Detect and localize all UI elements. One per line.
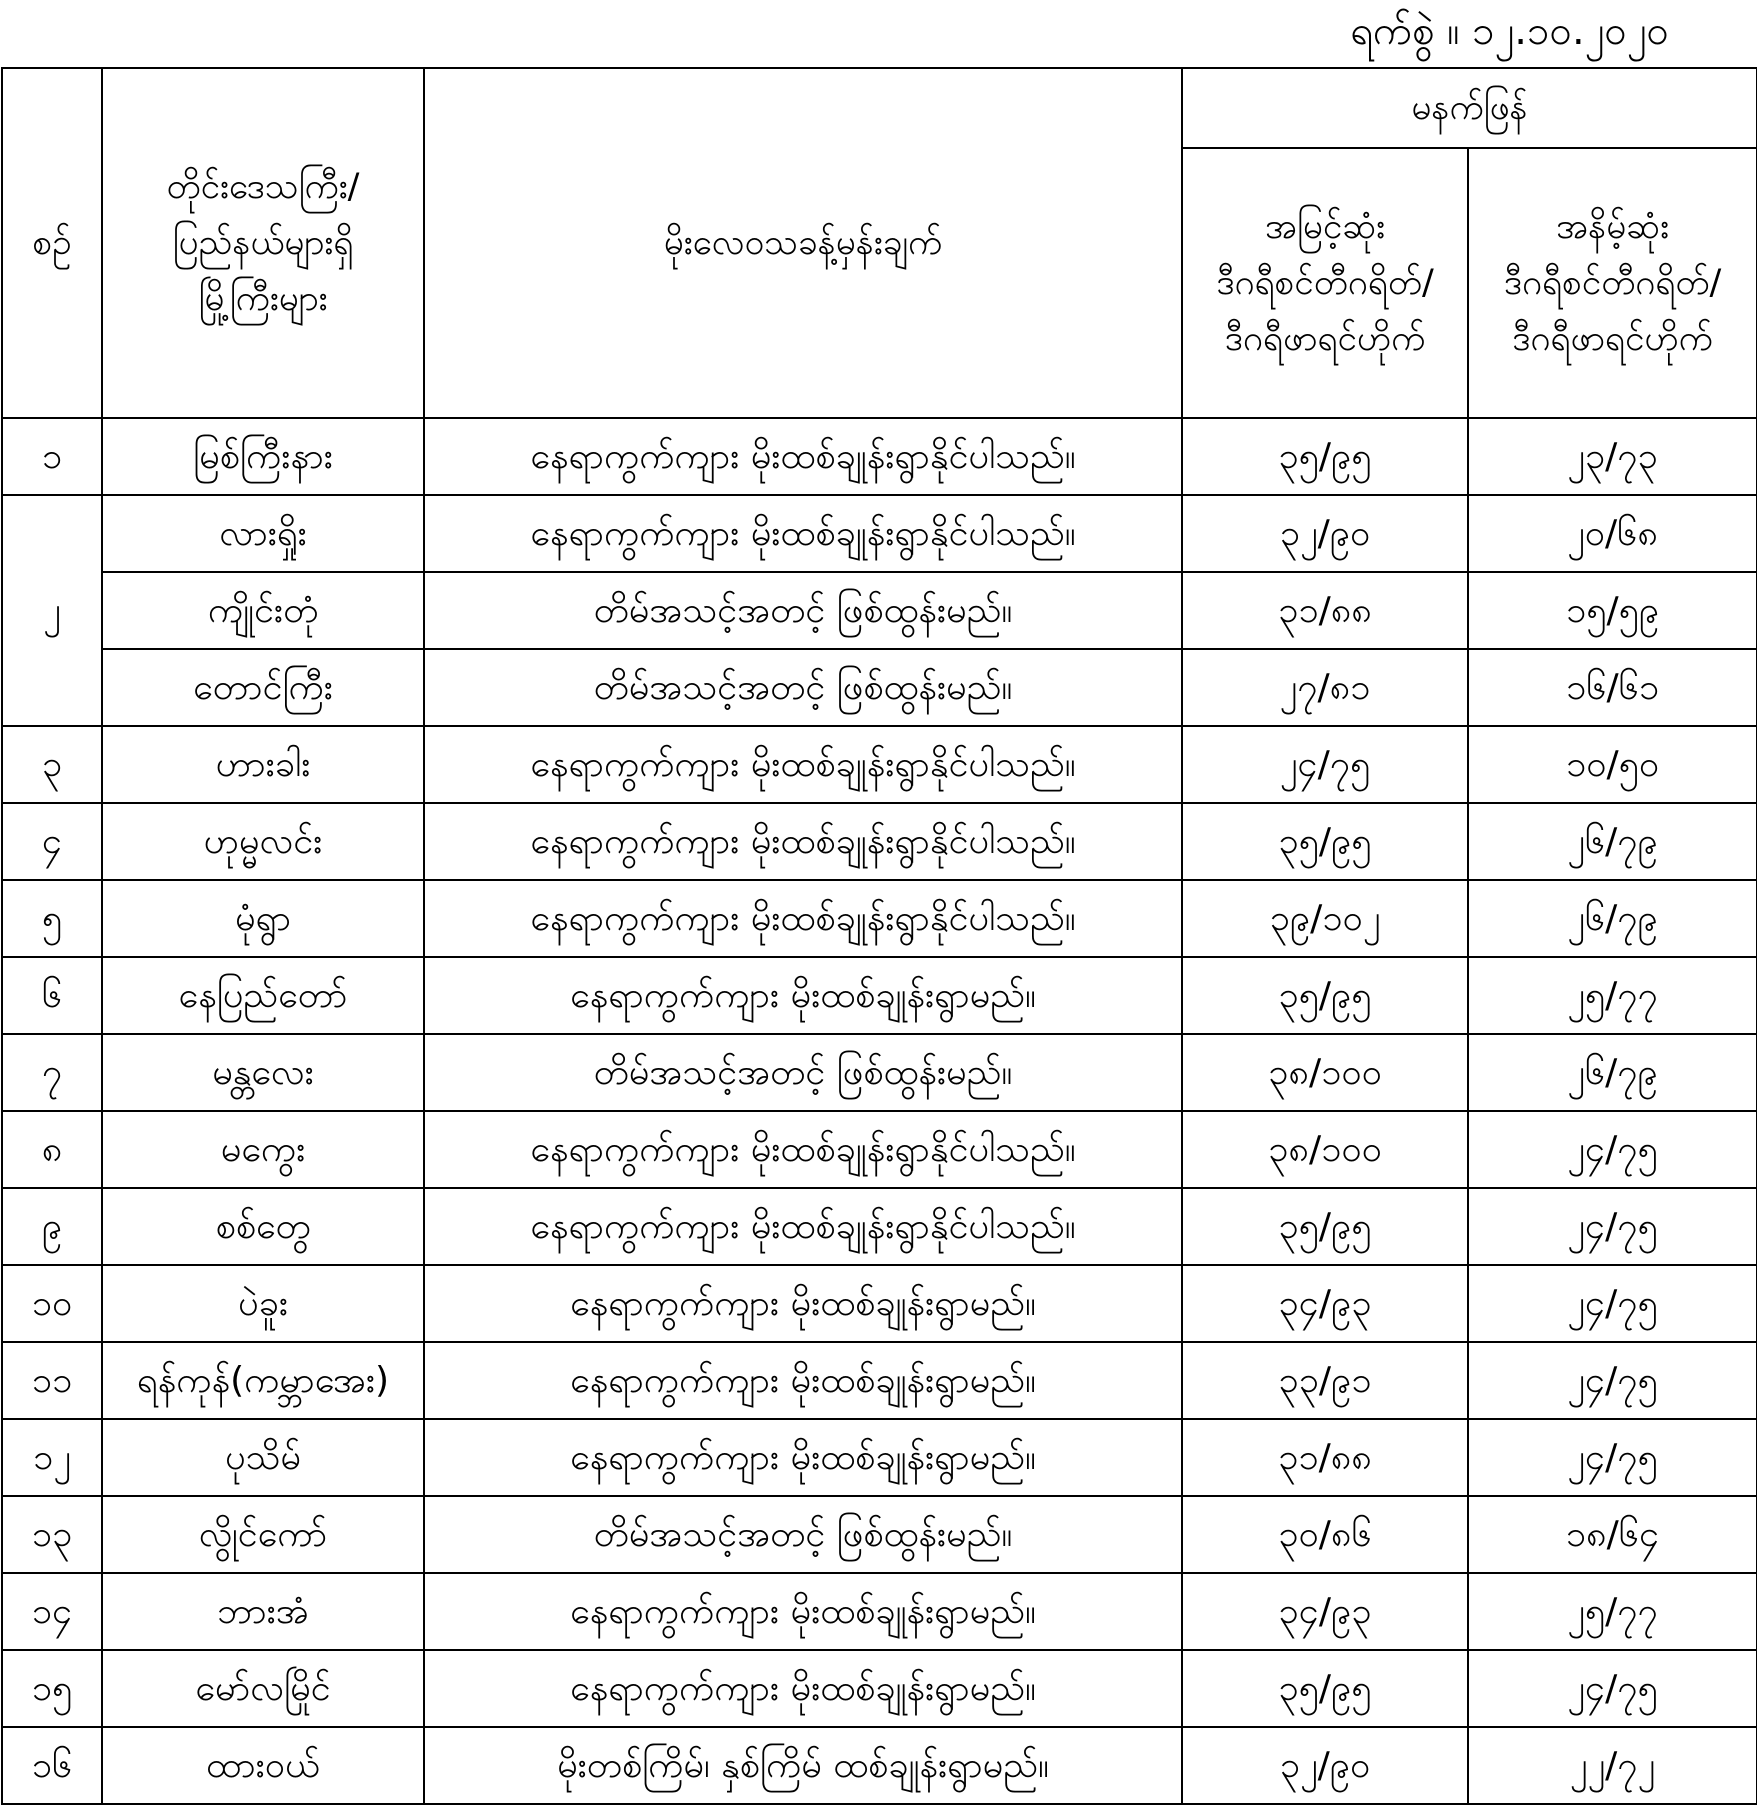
row-min-temp: ၂၄/၇၅ <box>1468 1650 1757 1727</box>
header-max-line: ဒီဂရီစင်တီဂရိတ်/ <box>1216 263 1434 303</box>
row-min-temp: ၁၈/၆၄ <box>1468 1496 1757 1573</box>
row-forecast: နေရာကွက်ကျား မိုးထစ်ချုန်းရွာမည်။ <box>424 1650 1182 1727</box>
table-row <box>2 1111 1757 1188</box>
row-serial: ၁၄ <box>2 1573 102 1650</box>
row-forecast: နေရာကွက်ကျား မိုးထစ်ချုန်းရွာနိုင်ပါသည်။ <box>424 1188 1182 1265</box>
header-min-line: ဒီဂရီဖာရင်ဟိုက် <box>1512 319 1713 359</box>
row-min-temp: ၂၀/၆၈ <box>1468 495 1757 572</box>
row-min-temp: ၁၀/၅၀ <box>1468 726 1757 803</box>
row-forecast: နေရာကွက်ကျား မိုးထစ်ချုန်းရွာနိုင်ပါသည်။ <box>424 418 1182 495</box>
header-serial: စဉ် <box>2 68 102 418</box>
row-forecast: နေရာကွက်ကျား မိုးထစ်ချုန်းရွာနိုင်ပါသည်။ <box>424 726 1182 803</box>
table-row <box>2 495 1757 572</box>
row-max-temp: ၃၄/၉၃ <box>1182 1573 1468 1650</box>
row-min-temp: ၂၆/၇၉ <box>1468 803 1757 880</box>
row-min-temp: ၁၆/၆၁ <box>1468 649 1757 726</box>
table-row <box>2 1727 1757 1804</box>
row-serial: ၂ <box>2 495 102 726</box>
table-row <box>2 572 1757 649</box>
row-max-temp: ၃၀/၈၆ <box>1182 1496 1468 1573</box>
row-serial: ၁၁ <box>2 1342 102 1419</box>
row-max-temp: ၃၄/၉၃ <box>1182 1265 1468 1342</box>
row-forecast: မိုးတစ်ကြိမ်၊ နှစ်ကြိမ် ထစ်ချုန်းရွာမည်။ <box>424 1727 1182 1804</box>
row-serial: ၃ <box>2 726 102 803</box>
table-row <box>2 880 1757 957</box>
row-min-temp: ၁၅/၅၉ <box>1468 572 1757 649</box>
row-serial: ၁၆ <box>2 1727 102 1804</box>
row-min-temp: ၂၄/၇၅ <box>1468 1342 1757 1419</box>
table-row <box>2 1188 1757 1265</box>
row-min-temp: ၂၃/၇၃ <box>1468 418 1757 495</box>
row-min-temp: ၂၆/၇၉ <box>1468 880 1757 957</box>
row-max-temp: ၃၁/၈၈ <box>1182 1419 1468 1496</box>
row-forecast: နေရာကွက်ကျား မိုးထစ်ချုန်းရွာမည်။ <box>424 957 1182 1034</box>
table-row <box>2 1573 1757 1650</box>
row-city: တောင်ကြီး <box>102 649 424 726</box>
table-row <box>2 1342 1757 1419</box>
report-date: ရက်စွဲ ။ ၁၂.၁၀.၂၀၂၀ <box>1349 8 1669 54</box>
table-row <box>2 1419 1757 1496</box>
row-max-temp: ၂၇/၈၁ <box>1182 649 1468 726</box>
row-forecast: တိမ်အသင့်အတင့် ဖြစ်ထွန်းမည်။ <box>424 572 1182 649</box>
header-min-temp <box>1468 148 1757 418</box>
row-forecast: နေရာကွက်ကျား မိုးထစ်ချုန်းရွာနိုင်ပါသည်။ <box>424 880 1182 957</box>
row-max-temp: ၃၈/၁၀၀ <box>1182 1034 1468 1111</box>
row-forecast: နေရာကွက်ကျား မိုးထစ်ချုန်းရွာမည်။ <box>424 1419 1182 1496</box>
header-max-line: အမြင့်ဆုံး <box>1264 207 1386 247</box>
table-row <box>2 1496 1757 1573</box>
row-min-temp: ၂၄/၇၅ <box>1468 1188 1757 1265</box>
row-max-temp: ၃၅/၉၅ <box>1182 803 1468 880</box>
row-min-temp: ၂၅/၇၇ <box>1468 1573 1757 1650</box>
header-max-temp <box>1182 148 1468 418</box>
row-serial: ၄ <box>2 803 102 880</box>
row-max-temp: ၃၅/၉၅ <box>1182 1188 1468 1265</box>
row-serial: ၉ <box>2 1188 102 1265</box>
header-min-line: ဒီဂရီစင်တီဂရိတ်/ <box>1503 263 1722 303</box>
table-row <box>2 418 1757 495</box>
row-serial: ၁၅ <box>2 1650 102 1727</box>
row-forecast: နေရာကွက်ကျား မိုးထစ်ချုန်းရွာနိုင်ပါသည်။ <box>424 1111 1182 1188</box>
row-min-temp: ၂၅/၇၇ <box>1468 957 1757 1034</box>
row-max-temp: ၃၉/၁၀၂ <box>1182 880 1468 957</box>
header-min-line: အနိမ့်ဆုံး <box>1556 207 1669 247</box>
row-serial: ၈ <box>2 1111 102 1188</box>
table-row <box>2 803 1757 880</box>
row-city: လွိုင်ကော် <box>102 1496 424 1573</box>
row-serial: ၁ <box>2 418 102 495</box>
row-city: ထားဝယ် <box>102 1727 424 1804</box>
table-row <box>2 726 1757 803</box>
header-city <box>102 68 424 418</box>
row-forecast: နေရာကွက်ကျား မိုးထစ်ချုန်းရွာမည်။ <box>424 1342 1182 1419</box>
table-row <box>2 957 1757 1034</box>
row-forecast: နေရာကွက်ကျား မိုးထစ်ချုန်းရွာမည်။ <box>424 1265 1182 1342</box>
row-max-temp: ၃၃/၉၁ <box>1182 1342 1468 1419</box>
row-city: နေပြည်တော် <box>102 957 424 1034</box>
row-min-temp: ၂၆/၇၉ <box>1468 1034 1757 1111</box>
row-city: ဟားခါး <box>102 726 424 803</box>
row-city: စစ်တွေ <box>102 1188 424 1265</box>
row-city: ကျိုင်းတုံ <box>102 572 424 649</box>
row-city: မန္တလေး <box>102 1034 424 1111</box>
table-row <box>2 1265 1757 1342</box>
row-city: မြစ်ကြီးနား <box>102 418 424 495</box>
row-max-temp: ၃၁/၈၈ <box>1182 572 1468 649</box>
table-row <box>2 1650 1757 1727</box>
row-forecast: တိမ်အသင့်အတင့် ဖြစ်ထွန်းမည်။ <box>424 1496 1182 1573</box>
row-max-temp: ၃၅/၉၅ <box>1182 418 1468 495</box>
row-max-temp: ၂၄/၇၅ <box>1182 726 1468 803</box>
header-city-line: မြို့ကြီးများ <box>198 279 328 319</box>
header-city-line: ပြည်နယ်များရှိ <box>172 223 354 263</box>
row-min-temp: ၂၄/၇၅ <box>1468 1265 1757 1342</box>
header-max-line: ဒီဂရီဖာရင်ဟိုက် <box>1224 319 1426 359</box>
row-serial: ၇ <box>2 1034 102 1111</box>
row-serial: ၅ <box>2 880 102 957</box>
row-city: ရန်ကုန်(ကမ္ဘာအေး) <box>102 1342 424 1419</box>
row-forecast: တိမ်အသင့်အတင့် ဖြစ်ထွန်းမည်။ <box>424 1034 1182 1111</box>
header-row-top <box>2 68 1757 148</box>
row-min-temp: ၂၄/၇၅ <box>1468 1111 1757 1188</box>
table-row <box>2 649 1757 726</box>
row-max-temp: ၃၂/၉၀ <box>1182 495 1468 572</box>
row-city: လားရှိုး <box>102 495 424 572</box>
row-forecast: နေရာကွက်ကျား မိုးထစ်ချုန်းရွာမည်။ <box>424 1573 1182 1650</box>
header-city-line: တိုင်းဒေသကြီး/ <box>166 167 360 207</box>
row-city: ပဲခူး <box>102 1265 424 1342</box>
row-serial: ၆ <box>2 957 102 1034</box>
row-city: မော်လမြိုင် <box>102 1650 424 1727</box>
table-row <box>2 1034 1757 1111</box>
row-max-temp: ၃၅/၉၅ <box>1182 1650 1468 1727</box>
header-forecast: မိုးလေဝသခန့်မှန်းချက် <box>424 68 1182 418</box>
row-city: ဘားအံ <box>102 1573 424 1650</box>
row-forecast: နေရာကွက်ကျား မိုးထစ်ချုန်းရွာနိုင်ပါသည်။ <box>424 495 1182 572</box>
weather-forecast-table <box>1 67 1757 1805</box>
row-forecast: တိမ်အသင့်အတင့် ဖြစ်ထွန်းမည်။ <box>424 649 1182 726</box>
row-city: မုံရွာ <box>102 880 424 957</box>
row-city: ဟုမ္မလင်း <box>102 803 424 880</box>
row-city: ပုသိမ် <box>102 1419 424 1496</box>
row-serial: ၁၃ <box>2 1496 102 1573</box>
row-max-temp: ၃၂/၉၀ <box>1182 1727 1468 1804</box>
row-min-temp: ၂၄/၇၅ <box>1468 1419 1757 1496</box>
header-temperature-group: မနက်ဖြန် <box>1182 68 1757 148</box>
row-forecast: နေရာကွက်ကျား မိုးထစ်ချုန်းရွာနိုင်ပါသည်။ <box>424 803 1182 880</box>
row-city: မကွေး <box>102 1111 424 1188</box>
row-serial: ၁၀ <box>2 1265 102 1342</box>
row-serial: ၁၂ <box>2 1419 102 1496</box>
row-max-temp: ၃၅/၉၅ <box>1182 957 1468 1034</box>
row-min-temp: ၂၂/၇၂ <box>1468 1727 1757 1804</box>
row-max-temp: ၃၈/၁၀၀ <box>1182 1111 1468 1188</box>
